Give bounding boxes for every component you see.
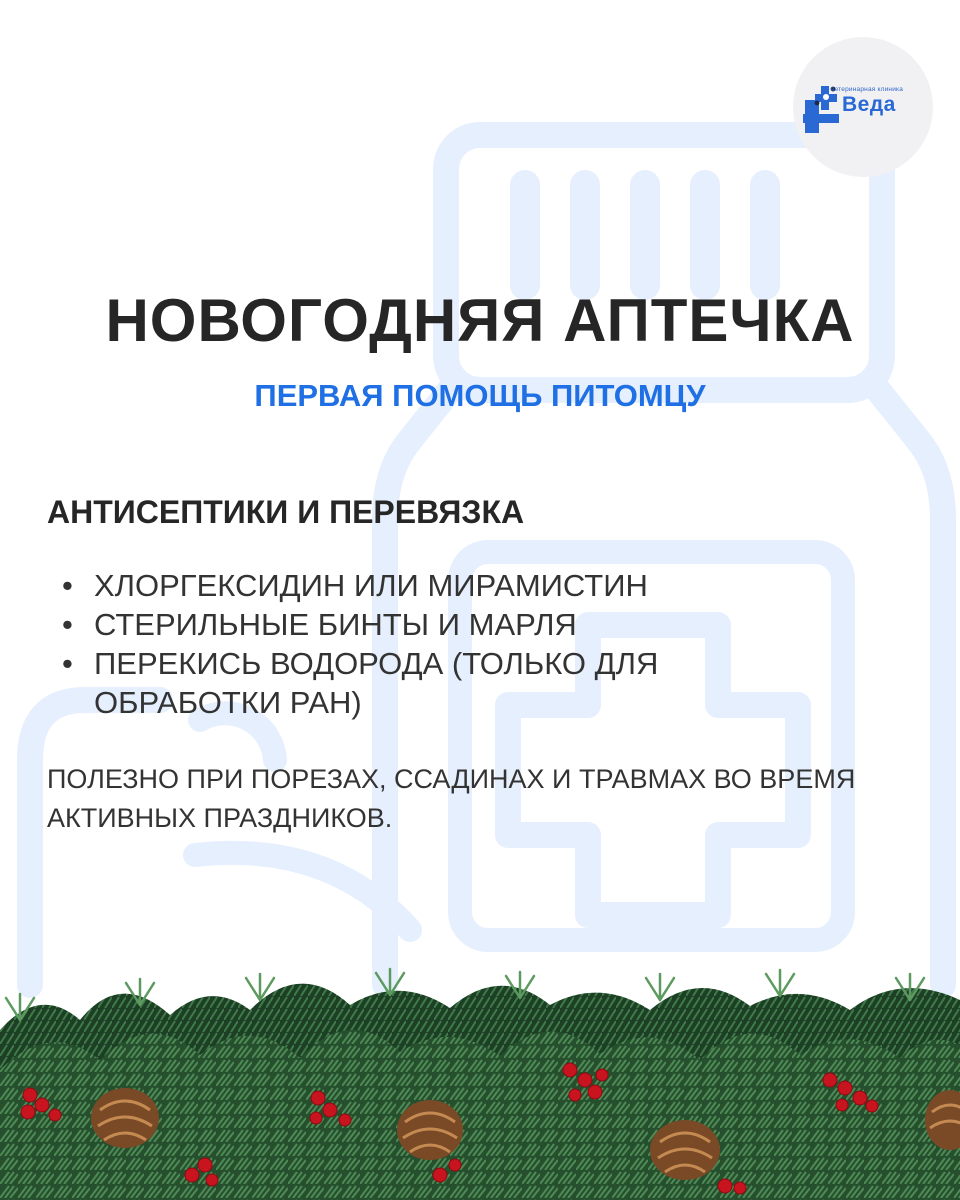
page-title: НОВОГОДНЯЯ АПТЕЧКА [105, 287, 855, 354]
list-item-text: ХЛОРГЕКСИДИН ИЛИ МИРАМИСТИН [94, 568, 648, 603]
bullet-dot: • [62, 646, 73, 681]
list-item [62, 566, 734, 605]
usage-note: ПОЛЕЗНО ПРИ ПОРЕЗАХ, ССАДИНАХ И ТРАВМАХ ВО ВРЕМЯ АКТИВНЫХ ПРАЗДНИКОВ. [47, 764, 856, 833]
page-subtitle: ПЕРВАЯ ПОМОЩЬ ПИТОМЦУ [254, 378, 706, 413]
clinic-logo [793, 37, 933, 177]
bullet-dot: • [62, 607, 73, 642]
supplies-list [62, 566, 734, 722]
list-item-text: ПЕРЕКИСЬ ВОДОРОДА (ТОЛЬКО ДЛЯ ОБРАБОТКИ РАН) [94, 646, 659, 720]
logo-subtitle: ветеринарная клиника [831, 86, 904, 93]
logo-name: Веда [842, 93, 896, 116]
list-item [62, 605, 734, 644]
bullet-dot: • [62, 568, 73, 603]
pine-cone-icon [650, 1120, 720, 1180]
list-item [62, 644, 734, 722]
section-title: АНТИСЕПТИКИ И ПЕРЕВЯЗКА [47, 494, 525, 530]
pine-garland [0, 960, 960, 1200]
list-item-text: СТЕРИЛЬНЫЕ БИНТЫ И МАРЛЯ [94, 607, 577, 642]
pine-cone-icon [91, 1088, 159, 1148]
pine-cone-icon [397, 1100, 463, 1160]
